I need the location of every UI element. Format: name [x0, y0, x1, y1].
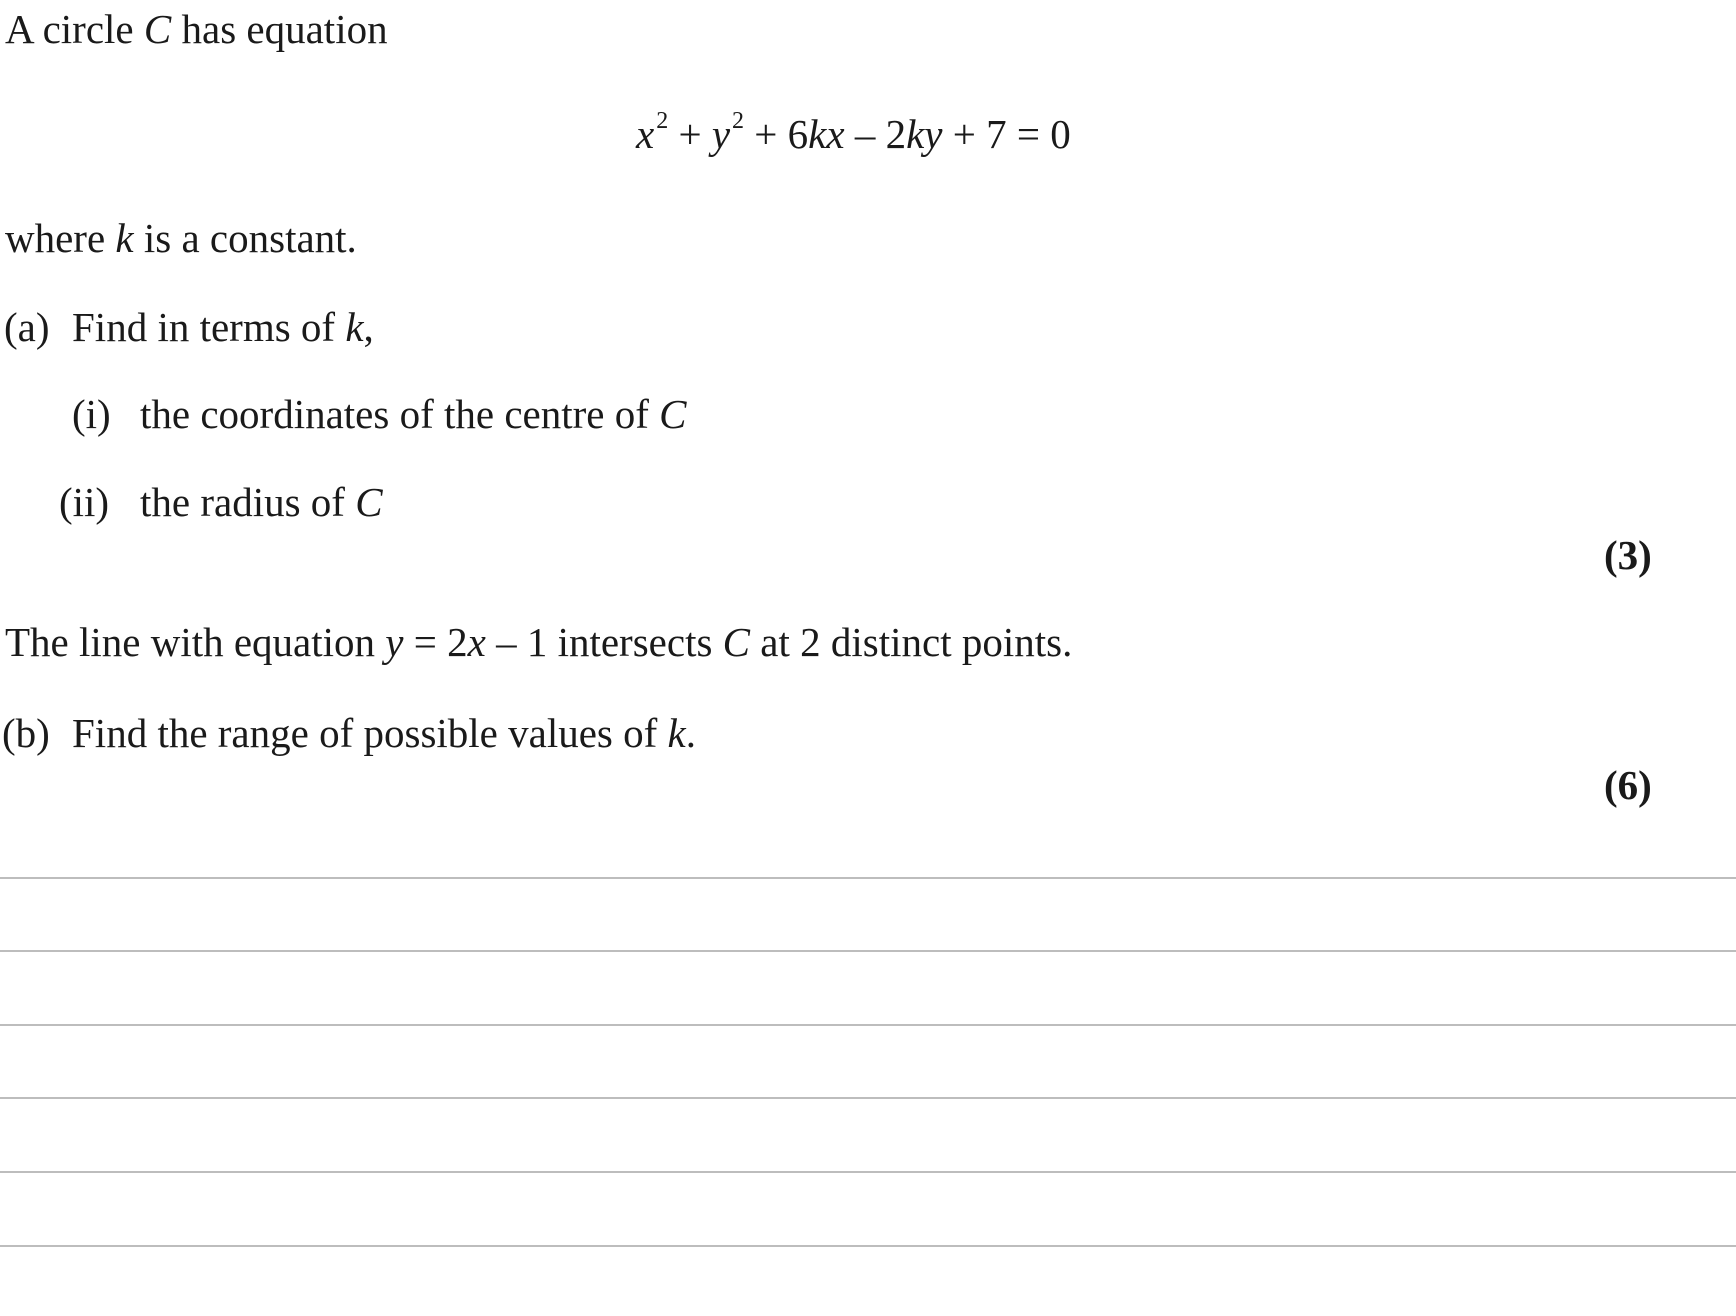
- where-suffix: is a constant.: [143, 215, 357, 261]
- answer-line[interactable]: [0, 1024, 1736, 1026]
- eq-kx: kx: [808, 111, 845, 157]
- part-a-ii-var-c: C: [355, 479, 383, 525]
- eq-term-7: + 7 = 0: [952, 111, 1071, 157]
- part-a-text: [72, 304, 374, 350]
- eq-ky: ky: [906, 111, 943, 157]
- marks-part-b: (6): [1604, 762, 1652, 808]
- answer-line[interactable]: [0, 950, 1736, 952]
- part-b-var-k: k: [667, 710, 686, 756]
- part-b-text: [72, 710, 696, 756]
- answer-line[interactable]: [0, 1245, 1736, 1247]
- part-a-body: Find in terms of: [72, 304, 336, 350]
- part-a-var-k: k: [345, 304, 364, 350]
- where-var-k: k: [115, 215, 134, 261]
- line-statement: [5, 619, 1073, 665]
- where-prefix: where: [5, 215, 106, 261]
- intro-suffix: has equation: [181, 6, 388, 52]
- line-var-c: C: [722, 619, 751, 665]
- marks-part-a: (3): [1604, 532, 1652, 578]
- line-mid: intersects: [557, 619, 713, 665]
- circle-equation: [636, 108, 1071, 157]
- line-var-x: x: [467, 619, 486, 665]
- part-a-i-text: [140, 391, 687, 437]
- eq-term-2: – 2: [854, 111, 907, 157]
- part-a-i-var-c: C: [659, 391, 687, 437]
- eq-term-6: + 6: [754, 111, 809, 157]
- part-a-i-label: (i): [72, 391, 111, 437]
- part-a-ii-text: [140, 479, 383, 525]
- line-var-y: y: [385, 619, 404, 665]
- intro-var-c: C: [143, 6, 172, 52]
- part-a-ii-label: (ii): [59, 479, 110, 525]
- part-a-i-body: the coordinates of the centre of: [140, 391, 649, 437]
- eq-x-exponent: 2: [656, 108, 669, 134]
- part-b-body: Find the range of possible values of: [72, 710, 658, 756]
- intro-prefix: A circle: [5, 6, 134, 52]
- part-a-ii-body: the radius of: [140, 479, 345, 525]
- line-prefix: The line with equation: [5, 619, 376, 665]
- where-line: [5, 215, 357, 261]
- eq-y-exponent: 2: [732, 108, 745, 134]
- part-a-punct: ,: [363, 304, 374, 350]
- line-rest: – 1: [496, 619, 548, 665]
- intro-line: [5, 6, 388, 52]
- eq-plus: +: [678, 111, 702, 157]
- line-suffix: at 2 distinct points.: [760, 619, 1073, 665]
- answer-line[interactable]: [0, 1097, 1736, 1099]
- part-b-punct: .: [685, 710, 696, 756]
- answer-line[interactable]: [0, 1171, 1736, 1173]
- part-b-label: (b): [2, 710, 50, 756]
- part-a-label: (a): [4, 304, 50, 350]
- line-eq: = 2: [413, 619, 468, 665]
- eq-y: y: [711, 111, 731, 157]
- answer-line[interactable]: [0, 877, 1736, 879]
- eq-x: x: [636, 111, 655, 157]
